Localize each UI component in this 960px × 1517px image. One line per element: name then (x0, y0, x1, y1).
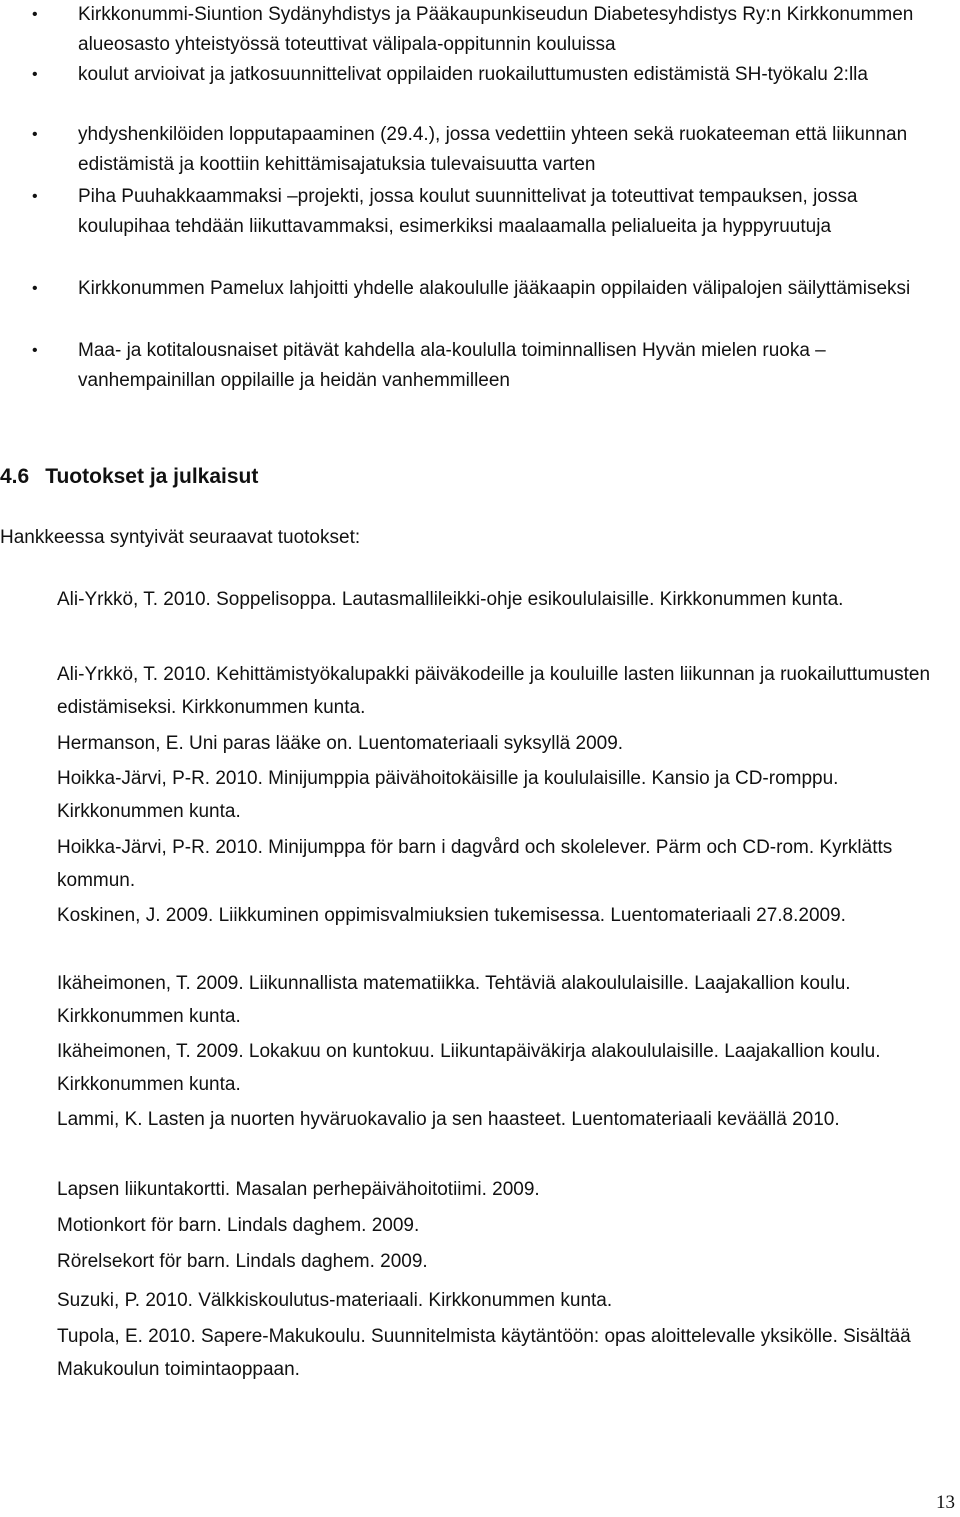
bullet-text: Maa- ja kotitalousnaiset pitävät kahdella ala-koululla toiminnallisen Hyvän mielen ruoka –vanhempainillan oppilaille ja heidän vanhemmilleen (78, 340, 826, 391)
reference-item: Suzuki, P. 2010. Välkkiskoulutus-materiaali. Kirkkonummen kunta. (57, 1290, 613, 1311)
reference-item: Hoikka-Järvi, P-R. 2010. Minijumppa för barn i dagvård och skolelever. Pärm och CD-rom. Kyrklätts kommun. (57, 837, 893, 891)
bullet-text: Kirkkonummen Pamelux lahjoitti yhdelle alakoululle jääkaapin oppilaiden välipalojen säilyttämiseksi (78, 278, 911, 299)
section-intro: Hankkeessa syntyivät seuraavat tuotokset: (0, 527, 361, 548)
bullet-item (32, 182, 954, 242)
section-title: Tuotokset ja julkaisut (45, 465, 259, 488)
bullet-text: yhdyshenkilöiden lopputapaaminen (29.4.), jossa vedettiin yhteen sekä ruokateeman että liikunnan edistämistä ja koottiin kehittämisajatuksia tulevaisuutta varten (78, 124, 908, 175)
reference-item: Ikäheimonen, T. 2009. Lokakuu on kuntokuu. Liikuntapäiväkirja alakoululaisille. Laajakallion koulu. Kirkkonummen kunta. (57, 1041, 881, 1095)
reference-item: Hermanson, E. Uni paras lääke on. Luentomateriaali syksyllä 2009. (57, 733, 624, 754)
bullet-marker: • (32, 6, 38, 23)
bullet-text: koulut arvioivat ja jatkosuunnittelivat oppilaiden ruokailuttumusten edistämistä SH-työkalu 2:lla (78, 64, 868, 85)
bullet-text: Piha Puuhakkaammaksi –projekti, jossa koulut suunnittelivat ja toteuttivat tempauksen, jossa koulupihaa tehdään liikuttavammaksi, esimerkiksi maalaamalla pelialueita ja hyppyruutuja (78, 186, 858, 237)
reference-item: Rörelsekort för barn. Lindals daghem. 2009. (57, 1251, 428, 1272)
page-number: 13 (936, 1492, 955, 1513)
bullet-marker: • (32, 188, 38, 205)
bullet-text: Kirkkonummi-Siuntion Sydänyhdistys ja Pääkaupunkiseudun Diabetesyhdistys Ry:n Kirkkonummen alueosasto yhteistyössä toteuttivat välipala-oppitunnin kouluissa (78, 4, 914, 55)
reference-item: Lammi, K. Lasten ja nuorten hyväruokavalio ja sen haasteet. Luentomateriaali keväällä 2010. (57, 1109, 840, 1130)
reference-item: Hoikka-Järvi, P-R. 2010. Minijumppia päivähoitokäisille ja koululaisille. Kansio ja CD-romppu. Kirkkonummen kunta. (57, 768, 839, 822)
bullet-item (32, 274, 954, 304)
reference-item: Ikäheimonen, T. 2009. Liikunnallista matematiikka. Tehtäviä alakoululaisille. Laajakallion koulu. Kirkkonummen kunta. (57, 973, 851, 1027)
bullet-marker: • (32, 126, 38, 143)
bullet-marker: • (32, 280, 38, 297)
bullet-item (32, 336, 954, 396)
section-heading (0, 462, 258, 492)
bullet-item (32, 0, 954, 60)
reference-item: Motionkort för barn. Lindals daghem. 2009. (57, 1215, 420, 1236)
bullet-item (32, 120, 954, 180)
reference-item: Ali-Yrkkö, T. 2010. Soppelisoppa. Lautasmallileikki-ohje esikoululaisille. Kirkkonummen kunta. (57, 589, 844, 610)
reference-item: Koskinen, J. 2009. Liikkuminen oppimisvalmiuksien tukemisessa. Luentomateriaali 27.8.2009. (57, 905, 846, 926)
bullet-marker: • (32, 66, 38, 83)
section-number: 4.6 (0, 465, 30, 488)
bullet-marker: • (32, 342, 38, 359)
reference-item: Lapsen liikuntakortti. Masalan perhepäivähoitotiimi. 2009. (57, 1179, 540, 1200)
bullet-item (32, 60, 954, 90)
reference-item: Ali-Yrkkö, T. 2010. Kehittämistyökalupakki päiväkodeille ja kouluille lasten liikunnan ja ruokailuttumusten edistämiseksi. Kirkkonummen kunta. (57, 664, 931, 718)
reference-item: Tupola, E. 2010. Sapere-Makukoulu. Suunnitelmista käytäntöön: opas aloittelevalle yksikölle. Sisältää Makukoulun toimintaoppaan. (57, 1326, 911, 1380)
